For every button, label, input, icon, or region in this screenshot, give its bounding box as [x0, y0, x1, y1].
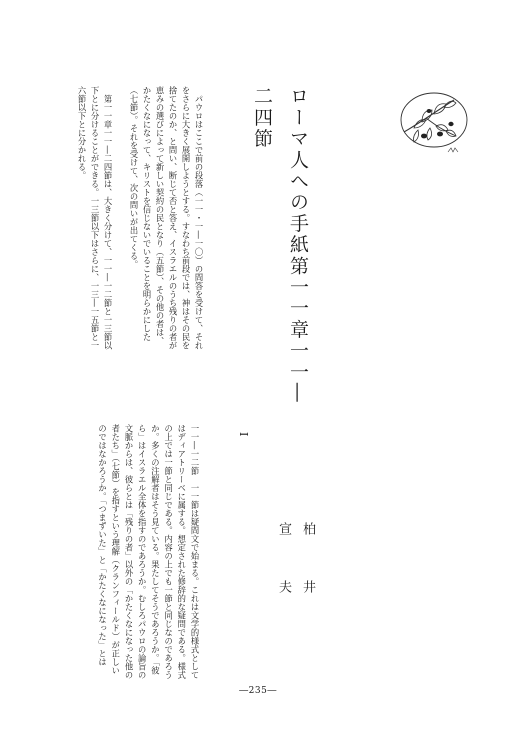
- intro-text: [78, 86, 218, 352]
- intro-paragraph: パウロはここで前の段落（一一・一―一〇）の問答を受けて、それをさらに大きく展開しようとする。すなわち前段では、神はその民を捨てたのか、と問い、断じて否と答え、イスラエルのうち残りの者が恵みの選びによって新しい契約の民となり（五節）、その他の者は、かたくなになって、キリストを信じないでいることを明らかにした（七節）。それを受けて、次の問いが出てくる。: [129, 86, 204, 350]
- olive-branch-sketch-icon: [396, 84, 474, 164]
- article-title: ローマ人への手紙第一一章一一―二四節: [251, 86, 309, 404]
- page-number: ―235―: [239, 686, 277, 696]
- intro-paragraph: 第一一章一一―二四節は、大きく分けて、一一―一二節と一三節以下とに分けることができる。一三節以下はさらに、一三―一五節と一六節以下とに分かれる。: [77, 86, 113, 350]
- section-body: 一一―一二節 一一節は疑問文で始まる。これは文学的様式としてはディアトリーベに属する。想定された修辞的な疑問である。様式の上では一節と同じである。内容の上でも一節と同じなのであろうか。多くの注解者はそう見ている。果たしてそうであろうか。「彼ら」はイスラエル全体を指すのであろうか。むしろパウロの論旨の文脈からは、彼らとは「残りの者」以外の「かたくなになった他の者たち」（七節）を指すという理解（クランフィールド）が正しいのではなかろうか。「つまずいた」と「かたくなになった」とは: [97, 424, 200, 679]
- section-number: I: [237, 432, 250, 437]
- author-name: 柏 井 宣 夫: [276, 522, 315, 638]
